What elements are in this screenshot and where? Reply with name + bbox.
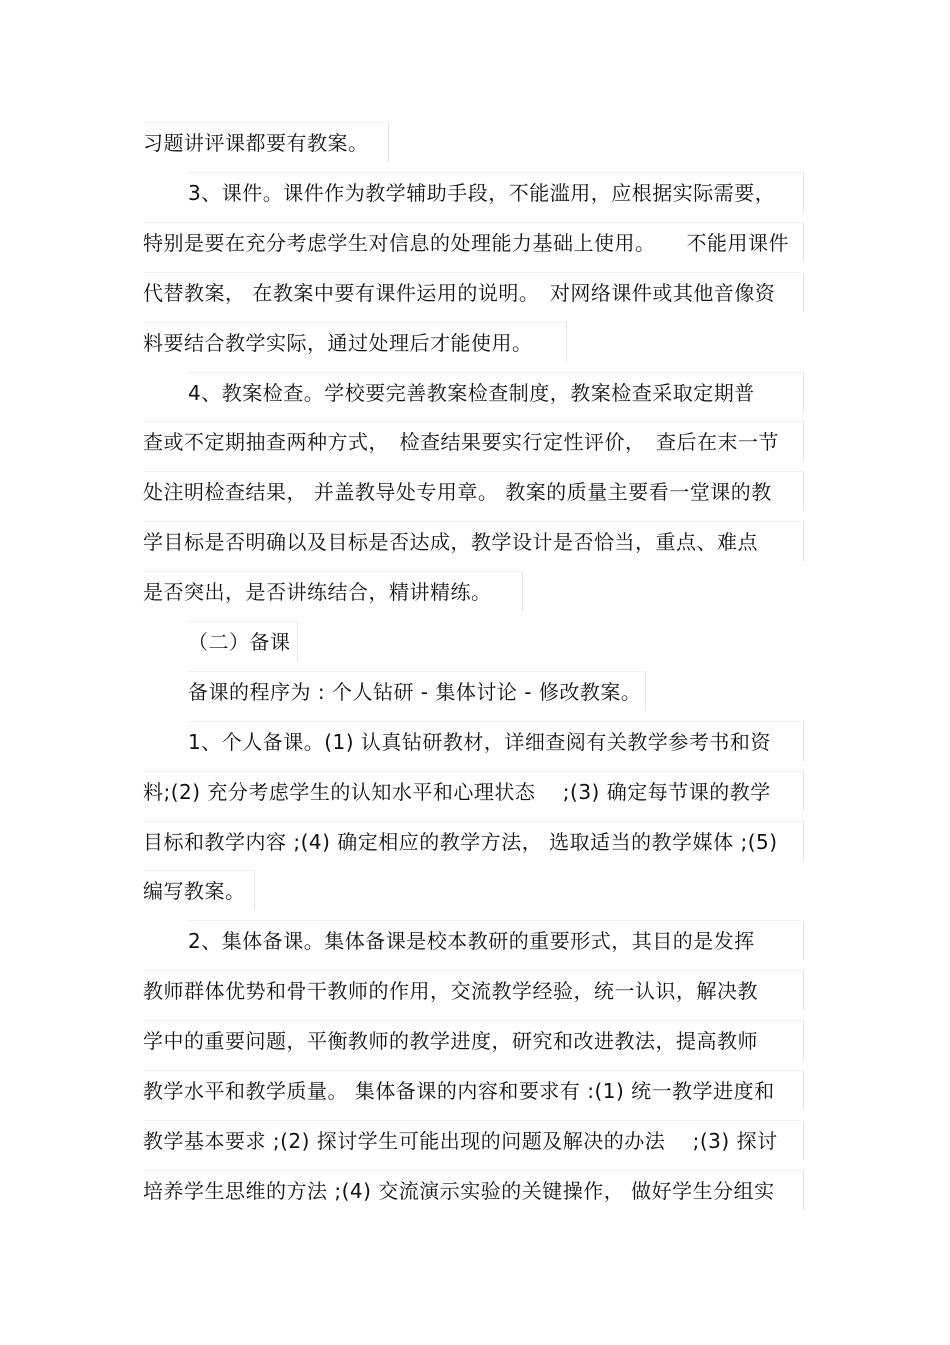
text-line: 学目标是否明确以及目标是否达成，教学设计是否恰当，重点、难点 [143, 521, 804, 561]
text-line: 教学水平和教学质量。 集体备课的内容和要求有 :(1) 统一教学进度和 [143, 1070, 804, 1110]
text-line: 学中的重要问题，平衡教师的教学进度，研究和改进教法，提高教师 [143, 1020, 804, 1060]
text-line: 培养学生思维的方法 ;(4) 交流演示实验的关键操作， 做好学生分组实 [143, 1170, 804, 1210]
text-line: 代替教案， 在教案中要有课件运用的说明。 对网络课件或其他音像资 [143, 272, 804, 312]
text-line: 目标和教学内容 ;(4) 确定相应的教学方法， 选取适当的教学媒体 ;(5) [143, 821, 804, 861]
text-line: 特别是要在充分考虑学生对信息的处理能力基础上使用。 不能用课件 [143, 222, 804, 262]
text-line: 1、个人备课。(1) 认真钻研教材，详细查阅有关教学参考书和资 [188, 721, 804, 761]
text-line: 教师群体优势和骨干教师的作用，交流教学经验，统一认识，解决教 [143, 970, 804, 1010]
section-heading: （二）备课 [188, 621, 298, 661]
text-line: 是否突出，是否讲练结合，精讲精练。 [143, 571, 523, 611]
text-line: 备课的程序为 : 个人钻研 - 集体讨论 - 修改教案。 [188, 671, 646, 711]
text-line: 料;(2) 充分考虑学生的认知水平和心理状态 ;(3) 确定每节课的教学 [143, 771, 804, 811]
text-line: 2、集体备课。集体备课是校本教研的重要形式，其目的是发挥 [188, 920, 804, 960]
text-line: 查或不定期抽查两种方式， 检查结果要实行定性评价， 查后在末一节 [143, 421, 804, 461]
text-line: 4、教案检查。学校要完善教案检查制度，教案检查采取定期普 [188, 372, 804, 412]
text-line: 编写教案。 [143, 870, 255, 910]
text-line: 处注明检查结果， 并盖教导处专用章。 教案的质量主要看一堂课的教 [143, 471, 804, 511]
text-line: 教学基本要求 ;(2) 探讨学生可能出现的问题及解决的办法 ;(3) 探讨 [143, 1120, 804, 1160]
text-line: 3、课件。课件作为教学辅助手段，不能滥用，应根据实际需要， [188, 172, 804, 212]
text-line: 料要结合教学实际，通过处理后才能使用。 [143, 322, 567, 362]
text-line: 习题讲评课都要有教案。 [143, 122, 389, 162]
